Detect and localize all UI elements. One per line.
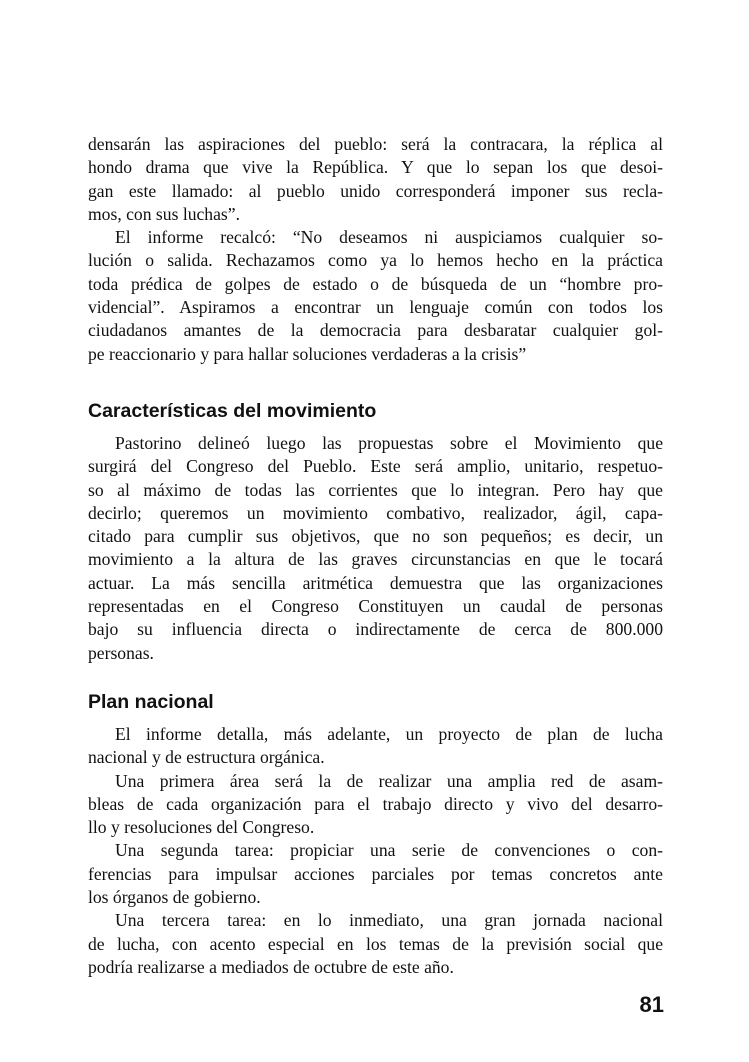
text-line: ferencias para impulsar acciones parciales por temas concretos ante — [88, 863, 663, 884]
text-line: densarán las aspiraciones del pueblo: será la contracara, la réplica al — [88, 134, 663, 154]
text-line: lución o salida. Rechazamos como ya lo hemos hecho en la práctica — [88, 250, 663, 271]
text-line: decirlo; queremos un movimiento combativo, realizador, ágil, capa- — [88, 502, 663, 523]
text-line: so al máximo de todas las corrientes que lo integran. Pero hay que — [88, 479, 663, 500]
text-line: Una tercera tarea: en lo inmediato, una gran jornada nacional — [115, 910, 663, 931]
text-line: videncial”. Aspiramos a encontrar un lenguaje común con todos los — [88, 297, 663, 318]
text-line: ciudadanos amantes de la democracia para desbaratar cualquier gol- — [88, 320, 663, 341]
text-line: surgirá del Congreso del Pueblo. Este será amplio, unitario, respetuo- — [88, 456, 663, 477]
section-heading: Características del movimiento — [88, 400, 377, 422]
page-number: 81 — [639, 992, 664, 1017]
section-paragraph — [88, 723, 663, 979]
intro-paragraphs — [88, 133, 663, 366]
text-line: mos, con sus luchas”. — [88, 203, 240, 224]
text-line: podría realizarse a mediados de octubre de este año. — [88, 956, 454, 977]
text-line: actuar. La más sencilla aritmética demuestra que las organizaciones — [88, 572, 663, 593]
text-line: El informe recalcó: “No deseamos ni auspiciamos cualquier so- — [115, 227, 663, 248]
text-line: Pastorino delineó luego las propuestas sobre el Movimiento que — [115, 433, 663, 453]
text-line: bleas de cada organización para el trabajo directo y vivo del desarro- — [88, 793, 663, 814]
text-line: Una primera área será la de realizar una amplia red de asam- — [115, 770, 663, 791]
text-line: El informe detalla, más adelante, un proyecto de plan de lucha — [115, 724, 663, 744]
text-line: representadas en el Congreso Constituyen un caudal de personas — [88, 596, 663, 617]
text-line: movimiento a la altura de las graves circunstancias en que le tocará — [88, 549, 663, 570]
text-line: nacional y de estructura orgánica. — [88, 747, 325, 768]
text-line: de lucha, con acento especial en los temas de la previsión social que — [88, 933, 663, 954]
text-line: toda prédica de golpes de estado o de búsqueda de un “hombre pro- — [88, 273, 663, 294]
text-line: Una segunda tarea: propiciar una serie de convenciones o con- — [115, 840, 663, 861]
text-line: gan este llamado: al pueblo unido corresponderá imponer sus recla- — [88, 180, 663, 201]
section-paragraph — [88, 432, 663, 665]
text-line: pe reaccionario y para hallar soluciones verdaderas a la crisis” — [88, 343, 527, 364]
text-line: llo y resoluciones del Congreso. — [88, 817, 315, 838]
text-line: personas. — [88, 642, 154, 663]
text-line: citado para cumplir sus objetivos, que no son pequeños; es decir, un — [88, 526, 663, 547]
section-heading: Plan nacional — [88, 691, 214, 713]
text-line: los órganos de gobierno. — [88, 887, 261, 908]
text-line: hondo drama que vive la República. Y que lo sepan los que desoi- — [88, 157, 663, 178]
text-line: bajo su influencia directa o indirectamente de cerca de 800.000 — [88, 619, 663, 640]
